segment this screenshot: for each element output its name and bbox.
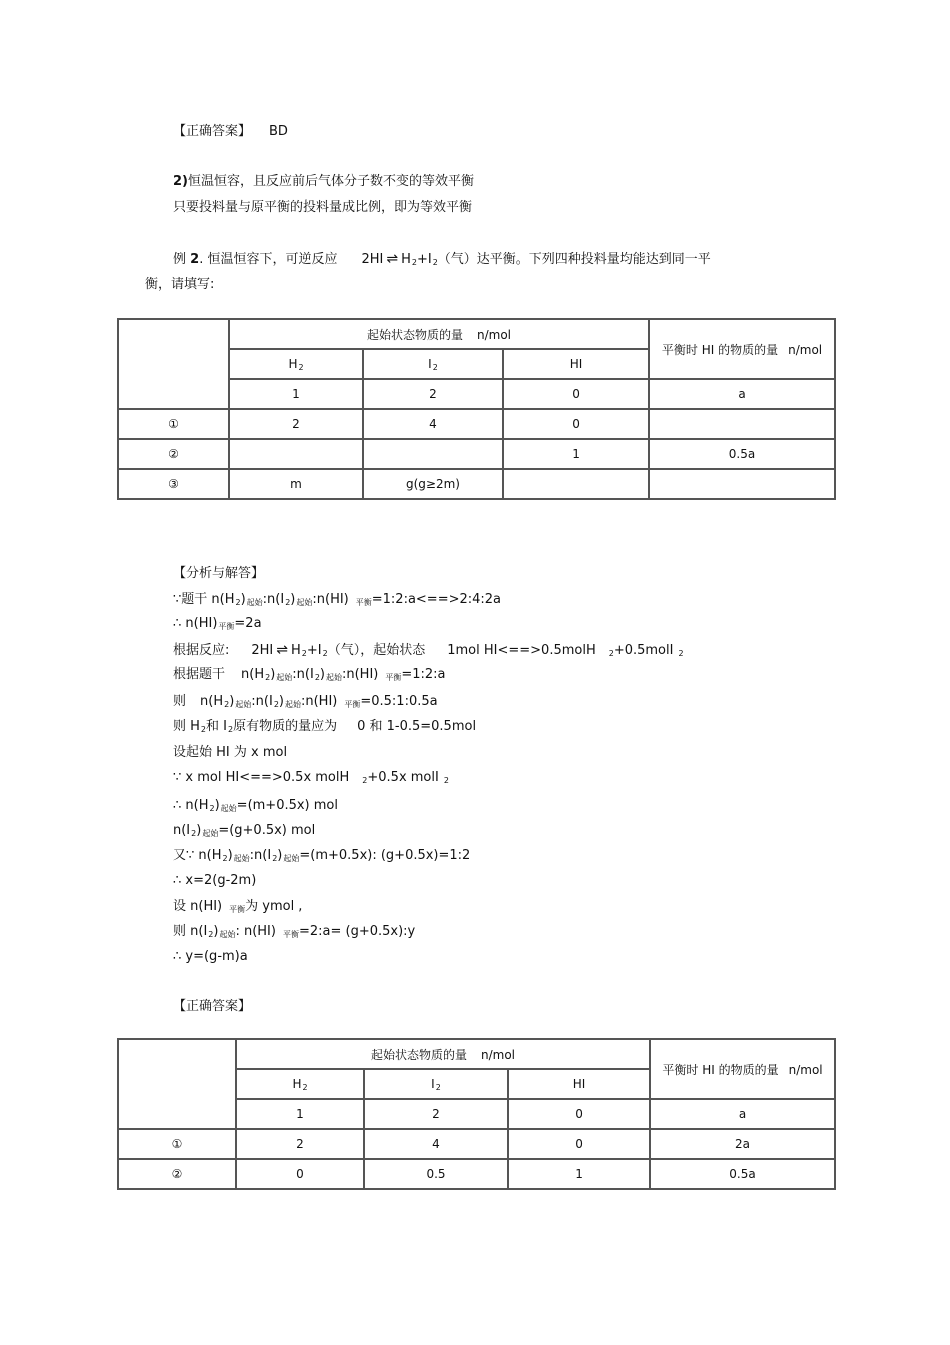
analysis-line-8: ∵ x mol HI<==>0.5x molH $_2$+0.5x molI $_2$ (173, 770, 449, 785)
analysis-line-6: 则 $H_2$和 $I_2$原有物质的量应为 0 和 1-0.5=0.5mol (173, 719, 477, 734)
analysis-title: 【分析与解答】 (173, 566, 265, 581)
cell-hi (503, 469, 649, 499)
example-text: . 恒温恒容下，可逆反应 (199, 252, 338, 267)
cell-eq (649, 409, 835, 439)
example-prefix: 例 (173, 252, 187, 267)
answer-table (117, 1038, 836, 1190)
analysis-line-7: 设起始 HI 为 x mol (173, 745, 288, 760)
analysis-line-15: ∴ y=(g-m)a (173, 949, 248, 964)
equilibrium-arrow-icon: ⇌ (276, 642, 289, 658)
equation-rest: （气）达平衡。下列四种投料量均能达到同一平 (437, 252, 711, 267)
section-number: 2) (173, 174, 188, 189)
cell-hi: 0 (503, 409, 649, 439)
cell-hi: 1 (503, 439, 649, 469)
cell-i2: 4 (364, 1129, 508, 1159)
cell-eq: a (649, 379, 835, 409)
section-heading (173, 173, 474, 191)
cell-i2: 2 (364, 1099, 508, 1129)
cell-eq: 2a (650, 1129, 835, 1159)
subscript: 2 (411, 258, 417, 267)
analysis-line-1: ∵题干 $n(H_2)_{起始}:n(I_2)_{起始}:n(HI)$ $_{平衡}$=1:2:a<==>2:4:2a (173, 592, 502, 607)
cell-h2: 2 (236, 1129, 364, 1159)
cell-hi: 0 (503, 379, 649, 409)
col-hi: HI (508, 1069, 650, 1099)
cell-eq: 0.5a (650, 1159, 835, 1189)
example-line-1 (173, 250, 711, 272)
analysis-line-11: 又∵ $n(H_2)_{起始}:n(I_2)_{起始}=(m+0.5x)$: (g+0.5x)=1:2 (173, 848, 471, 863)
analysis-line-13: 设 n(HI) $_{平衡}$为 ymol , (173, 899, 303, 914)
cell-h2: 0 (236, 1159, 364, 1189)
row-label: ① (118, 409, 229, 439)
analysis-line-9: ∴ $n(H_2)_{起始}=(m+0.5x)$ mol (173, 798, 338, 813)
col-h2: $H_2$ (229, 349, 363, 379)
header-start-state: 起始状态物质的量 n/mol (236, 1039, 650, 1069)
col-h2: $H_2$ (236, 1069, 364, 1099)
analysis-line-2: ∴ $n(HI)_{平衡}=2a$ (173, 616, 262, 631)
example-number: 2 (190, 252, 200, 267)
cell-i2: g(g≥2m) (363, 469, 503, 499)
row-label: ③ (118, 469, 229, 499)
subscript: 2 (432, 258, 438, 267)
analysis-line-10: $n(I_2)_{起始}=(g+0.5x)$ mol (173, 823, 316, 838)
cell-hi: 0 (508, 1099, 650, 1129)
equation-i: +I (416, 252, 432, 267)
header-start-state: 起始状态物质的量 n/mol (229, 319, 649, 349)
cell-i2: 2 (363, 379, 503, 409)
answer-value: BD (269, 124, 288, 139)
table-corner-cell (118, 319, 229, 409)
cell-eq (649, 469, 835, 499)
row-label: ① (118, 1129, 236, 1159)
analysis-line-5: 则 $n(H_2)_{起始}:n(I_2)_{起始}:n(HI)$ $_{平衡}$=0.5:1:0.5a (173, 694, 438, 709)
row-label: ② (118, 1159, 236, 1189)
table-row (118, 469, 835, 499)
cell-i2: 0.5 (364, 1159, 508, 1189)
table-row (118, 409, 835, 439)
header-equilibrium: 平衡时 HI 的物质的量 n/mol (649, 319, 835, 379)
cell-i2: 4 (363, 409, 503, 439)
cell-hi: 1 (508, 1159, 650, 1189)
answer-label: 【正确答案】 (173, 124, 252, 139)
cell-eq: 0.5a (649, 439, 835, 469)
equation-h: H (401, 252, 411, 267)
section-title: 恒温恒容，且反应前后气体分子数不变的等效平衡 (188, 174, 475, 189)
table-row (118, 1129, 835, 1159)
answer-line-1 (173, 123, 288, 141)
cell-h2 (229, 439, 363, 469)
header-equilibrium: 平衡时 HI 的物质的量 n/mol (650, 1039, 835, 1099)
col-hi: HI (503, 349, 649, 379)
analysis-line-4: 根据题干 $n(H_2)_{起始}:n(I_2)_{起始}:n(HI)$ $_{平衡}$=1:2:a (173, 667, 446, 682)
table-row (118, 439, 835, 469)
table-row (118, 1159, 835, 1189)
cell-h2: m (229, 469, 363, 499)
cell-h2: 1 (229, 379, 363, 409)
cell-hi: 0 (508, 1129, 650, 1159)
answer-line-2: 【正确答案】 (173, 999, 252, 1014)
row-label: ② (118, 439, 229, 469)
cell-i2 (363, 439, 503, 469)
section-description: 只要投料量与原平衡的投料量成比例，即为等效平衡 (173, 200, 473, 215)
analysis-line-14: 则 $n(I_2)_{起始}$: n(HI) $_{平衡}$=2:a= (g+0.5x):y (173, 924, 416, 939)
table-corner-cell (118, 1039, 236, 1129)
equation-left: 2HI (361, 252, 384, 267)
question-table (117, 318, 836, 500)
example-line-2: 衡，请填写: (145, 277, 215, 292)
equilibrium-arrow-icon: ⇌ (386, 251, 399, 267)
analysis-line-3: 根据反应: 2HI ⇌ $H_2+I_2$（气），起始状态 1mol HI<==>0.5molH $_2$+0.5molI $_2$ (173, 642, 684, 658)
cell-h2: 1 (236, 1099, 364, 1129)
col-i2: $I_2$ (364, 1069, 508, 1099)
col-i2: $I_2$ (363, 349, 503, 379)
cell-eq: a (650, 1099, 835, 1129)
cell-h2: 2 (229, 409, 363, 439)
analysis-line-12: ∴ x=2(g-2m) (173, 873, 257, 888)
